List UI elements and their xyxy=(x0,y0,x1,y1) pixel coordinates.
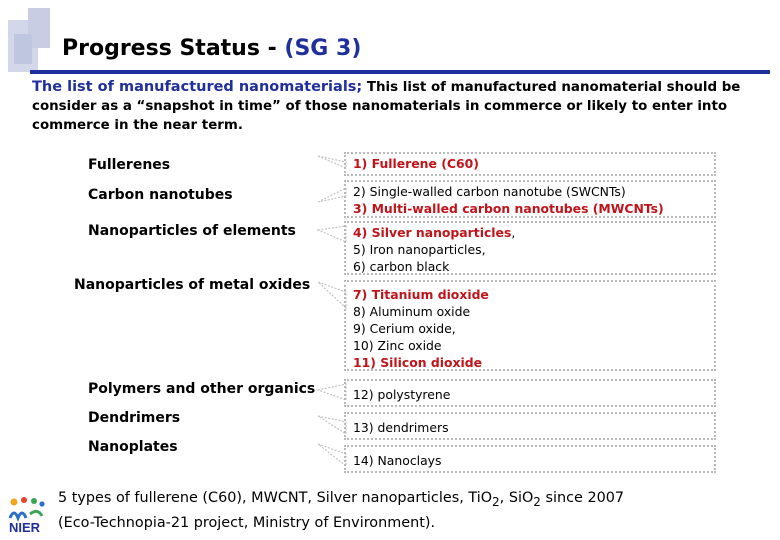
detail-box-elements xyxy=(344,221,716,275)
footer-text: 5 types of fullerene (C60), MWCNT, Silver nanoparticles, TiO xyxy=(58,490,493,506)
decorative-square xyxy=(14,34,32,64)
detail-box-polymers xyxy=(344,379,716,407)
detail-box-dendrimers xyxy=(344,412,716,440)
list-item: 13) dendrimers xyxy=(353,420,449,435)
list-item: 7) Titanium dioxide xyxy=(353,287,489,302)
category-polymers-and-other-organics: Polymers and other organics xyxy=(88,381,316,397)
category-dendrimers: Dendrimers xyxy=(88,410,181,426)
list-item: 10) Zinc oxide xyxy=(353,338,442,353)
detail-box-nanoplates xyxy=(344,445,716,473)
intro-text: This list of manufactured nanomaterial should be consider as a “snapshot in time” of those nanomaterials in commerce or likely to enter into commerce in the near term. xyxy=(32,80,741,133)
detail-box-carbon-nanotubes xyxy=(344,180,716,218)
footer-note xyxy=(58,488,624,534)
intro-lead: The list of manufactured nanomaterials; xyxy=(32,79,363,95)
category-fullerenes: Fullerenes xyxy=(88,157,171,173)
slide-title xyxy=(62,36,361,61)
list-item: 6) carbon black xyxy=(353,259,450,274)
title-main: Progress Status - xyxy=(62,36,285,61)
list-item: 3) Multi-walled carbon nanotubes (MWCNTs) xyxy=(353,201,664,216)
list-item: 5) Iron nanoparticles, xyxy=(353,242,486,257)
list-item-punctuation: , xyxy=(511,225,516,240)
footer-line-2: (Eco-Technopia-21 project, Ministry of Environment). xyxy=(58,514,436,531)
list-item xyxy=(353,224,707,241)
list-item: 12) polystyrene xyxy=(353,387,451,402)
category-nanoparticles-of-metal-oxides: Nanoparticles of metal oxides xyxy=(74,277,311,293)
footer-line-1 xyxy=(58,488,624,513)
detail-box-fullerene xyxy=(344,152,716,176)
list-item: 8) Aluminum oxide xyxy=(353,304,471,319)
list-item: 9) Cerium oxide, xyxy=(353,321,456,336)
title-underline xyxy=(30,70,770,74)
category-nanoparticles-of-elements: Nanoparticles of elements xyxy=(88,223,296,239)
intro-paragraph xyxy=(32,78,774,135)
category-carbon-nanotubes: Carbon nanotubes xyxy=(88,187,233,203)
list-item: 11) Silicon dioxide xyxy=(353,355,483,370)
nier-logo-text: NIER xyxy=(9,520,41,535)
footer-text: since 2007 xyxy=(540,490,625,506)
detail-box-metal-oxides xyxy=(344,280,716,371)
title-suffix: (SG 3) xyxy=(284,36,362,61)
list-item-highlight: 4) Silver nanoparticles xyxy=(353,225,512,240)
category-nanoplates: Nanoplates xyxy=(88,439,178,455)
list-item: 2) Single-walled carbon nanotube (SWCNTs) xyxy=(353,184,626,199)
subscript: 2 xyxy=(533,494,541,509)
list-item: 14) Nanoclays xyxy=(353,453,442,468)
list-item: 1) Fullerene (C60) xyxy=(353,156,479,171)
footer-text: , SiO xyxy=(499,490,534,506)
subscript: 2 xyxy=(492,494,500,509)
